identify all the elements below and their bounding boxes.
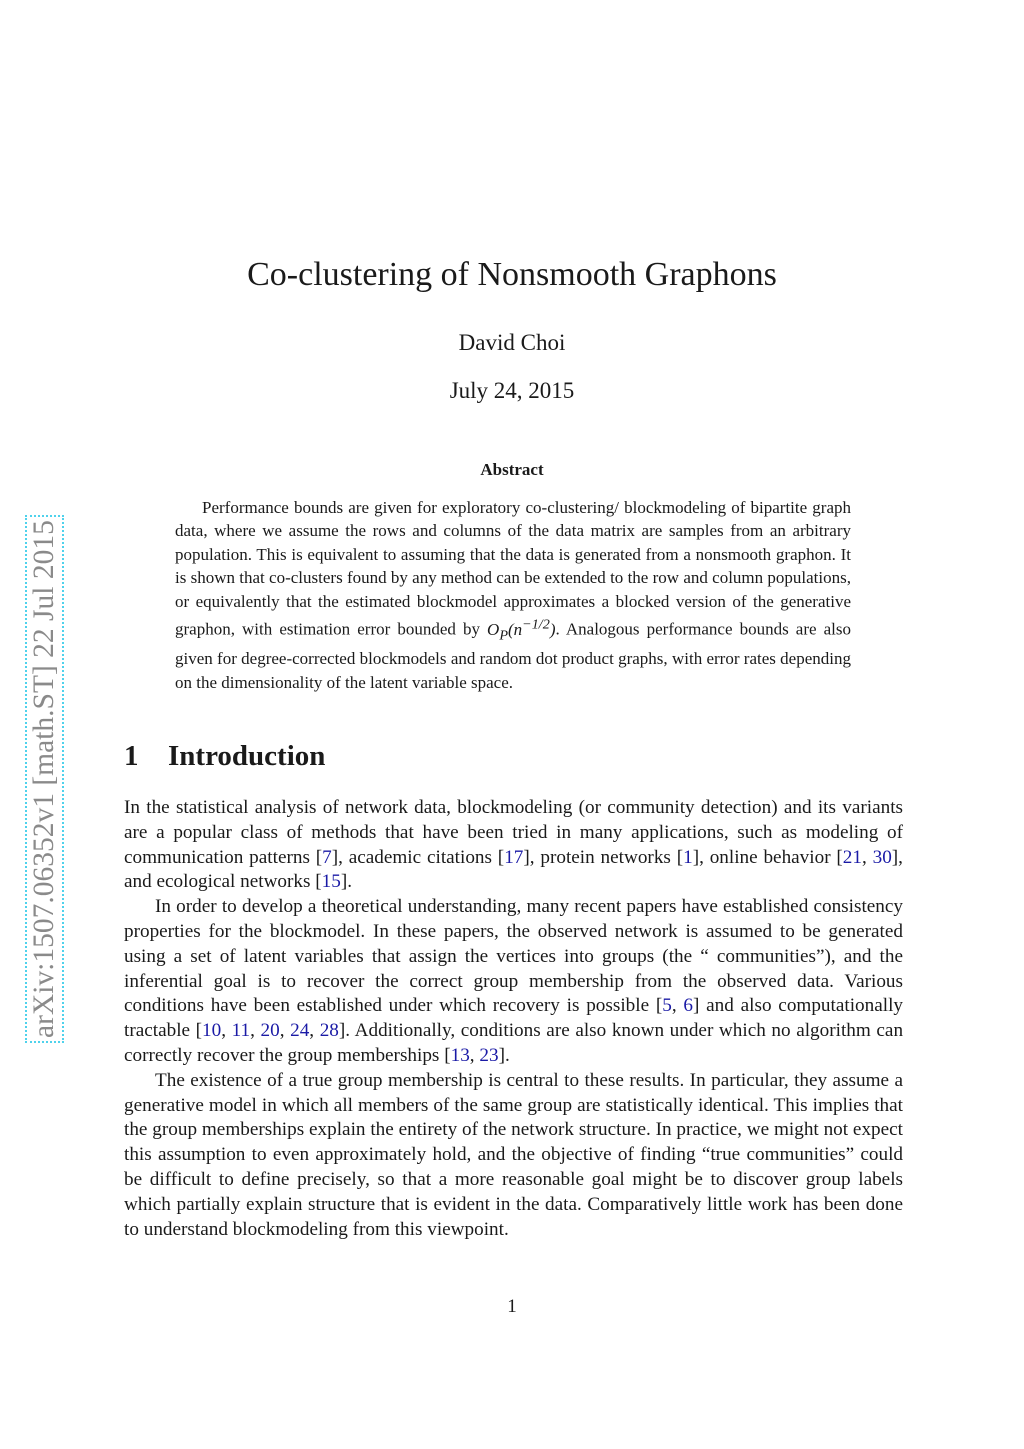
math-op-bound: $O_P(n^{-1/2})$ <box>487 616 556 644</box>
section-number: 1 <box>124 740 139 772</box>
citation-link[interactable]: 20 <box>260 1020 280 1042</box>
citation-link[interactable]: 17 <box>504 846 524 868</box>
citation-link[interactable]: 11 <box>231 1020 251 1042</box>
introduction-body <box>124 796 903 1242</box>
author-name: David Choi <box>458 330 566 355</box>
paper-title: Co-clustering of Nonsmooth Graphons <box>247 256 777 293</box>
citation-link[interactable]: 15 <box>321 871 341 893</box>
citation-link[interactable]: 28 <box>319 1020 339 1042</box>
page-number: 1 <box>507 1296 517 1317</box>
abstract-text: Performance bounds are given for exploratory co-clustering/ blockmodeling of bipartite graph data, where we assume the rows and columns of the data matrix are samples from an arbitrary population. This is equivalent to assuming that the data is generated from a nonsmooth graphon. It is shown that co-clusters found by any method can be extended to the row and column populations, or equivalently that the estimated blockmodel approximates a blocked version of the generative graphon, with estimation error bounded by $O_P(n^{-1/2})$. Analogous performance bounds are also given for degree-corrected blockmodels and random dot product graphs, with error rates depending on the dimensionality of the latent variable space. <box>175 498 851 692</box>
citation-link[interactable]: 30 <box>872 846 892 868</box>
citation-link[interactable]: 13 <box>450 1044 470 1066</box>
paragraph-3: The existence of a true group membership is central to these results. In particular, they assume a generative model in which all members of the same group are statistically identical. This implies that the group memberships explain the entirety of the network structure. In practice, we might not expect this assumption to even approximately hold, and the objective of finding “true communities” could be difficult to define precisely, so that a more reasonable goal might be to discover group labels which partially explain structure that is evident in the data. Comparatively little work has been done to understand blockmodeling from this viewpoint. <box>124 1069 903 1240</box>
abstract-heading: Abstract <box>480 460 544 479</box>
citation-link[interactable]: 24 <box>290 1020 310 1042</box>
citation-link[interactable]: 23 <box>479 1044 499 1066</box>
citation-link[interactable]: 1 <box>683 846 693 868</box>
citation-link[interactable]: 6 <box>683 995 694 1017</box>
citation-link[interactable]: 21 <box>842 846 862 868</box>
citation-link[interactable]: 7 <box>322 846 332 868</box>
arxiv-identifier-stamp[interactable]: arXiv:1507.06352v1 [math.ST] 22 Jul 2015 <box>28 520 60 1038</box>
citation-link[interactable]: 5 <box>662 995 672 1017</box>
section-title: Introduction <box>168 740 326 772</box>
section-heading-introduction <box>124 740 325 773</box>
paragraph-2: In order to develop a theoretical understanding, many recent papers have established consistency properties for the blockmodel. In these papers, the observed network is assumed to be generated using a set of latent variables that assign the vertices into groups (the “ communities”), and the inferential goal is to recover the correct group membership from the observed data. Various conditions have been established under which recovery is possible [5, 6] and also computationally tractable [10, 11, 20, 24, 28]. Additionally, conditions are also known under which no algorithm can correctly recover the group memberships [13, 23]. <box>124 896 904 1066</box>
publication-date: July 24, 2015 <box>449 378 575 403</box>
paragraph-1: In the statistical analysis of network data, blockmodeling (or community detection) and its variants are a popular class of methods that have been tried in many applications, such as modeling of communication patterns [7], academic citations [17], protein networks [1], online behavior [21, 30], and ecological networks [15]. <box>124 797 903 893</box>
citation-link[interactable]: 10 <box>202 1020 222 1042</box>
